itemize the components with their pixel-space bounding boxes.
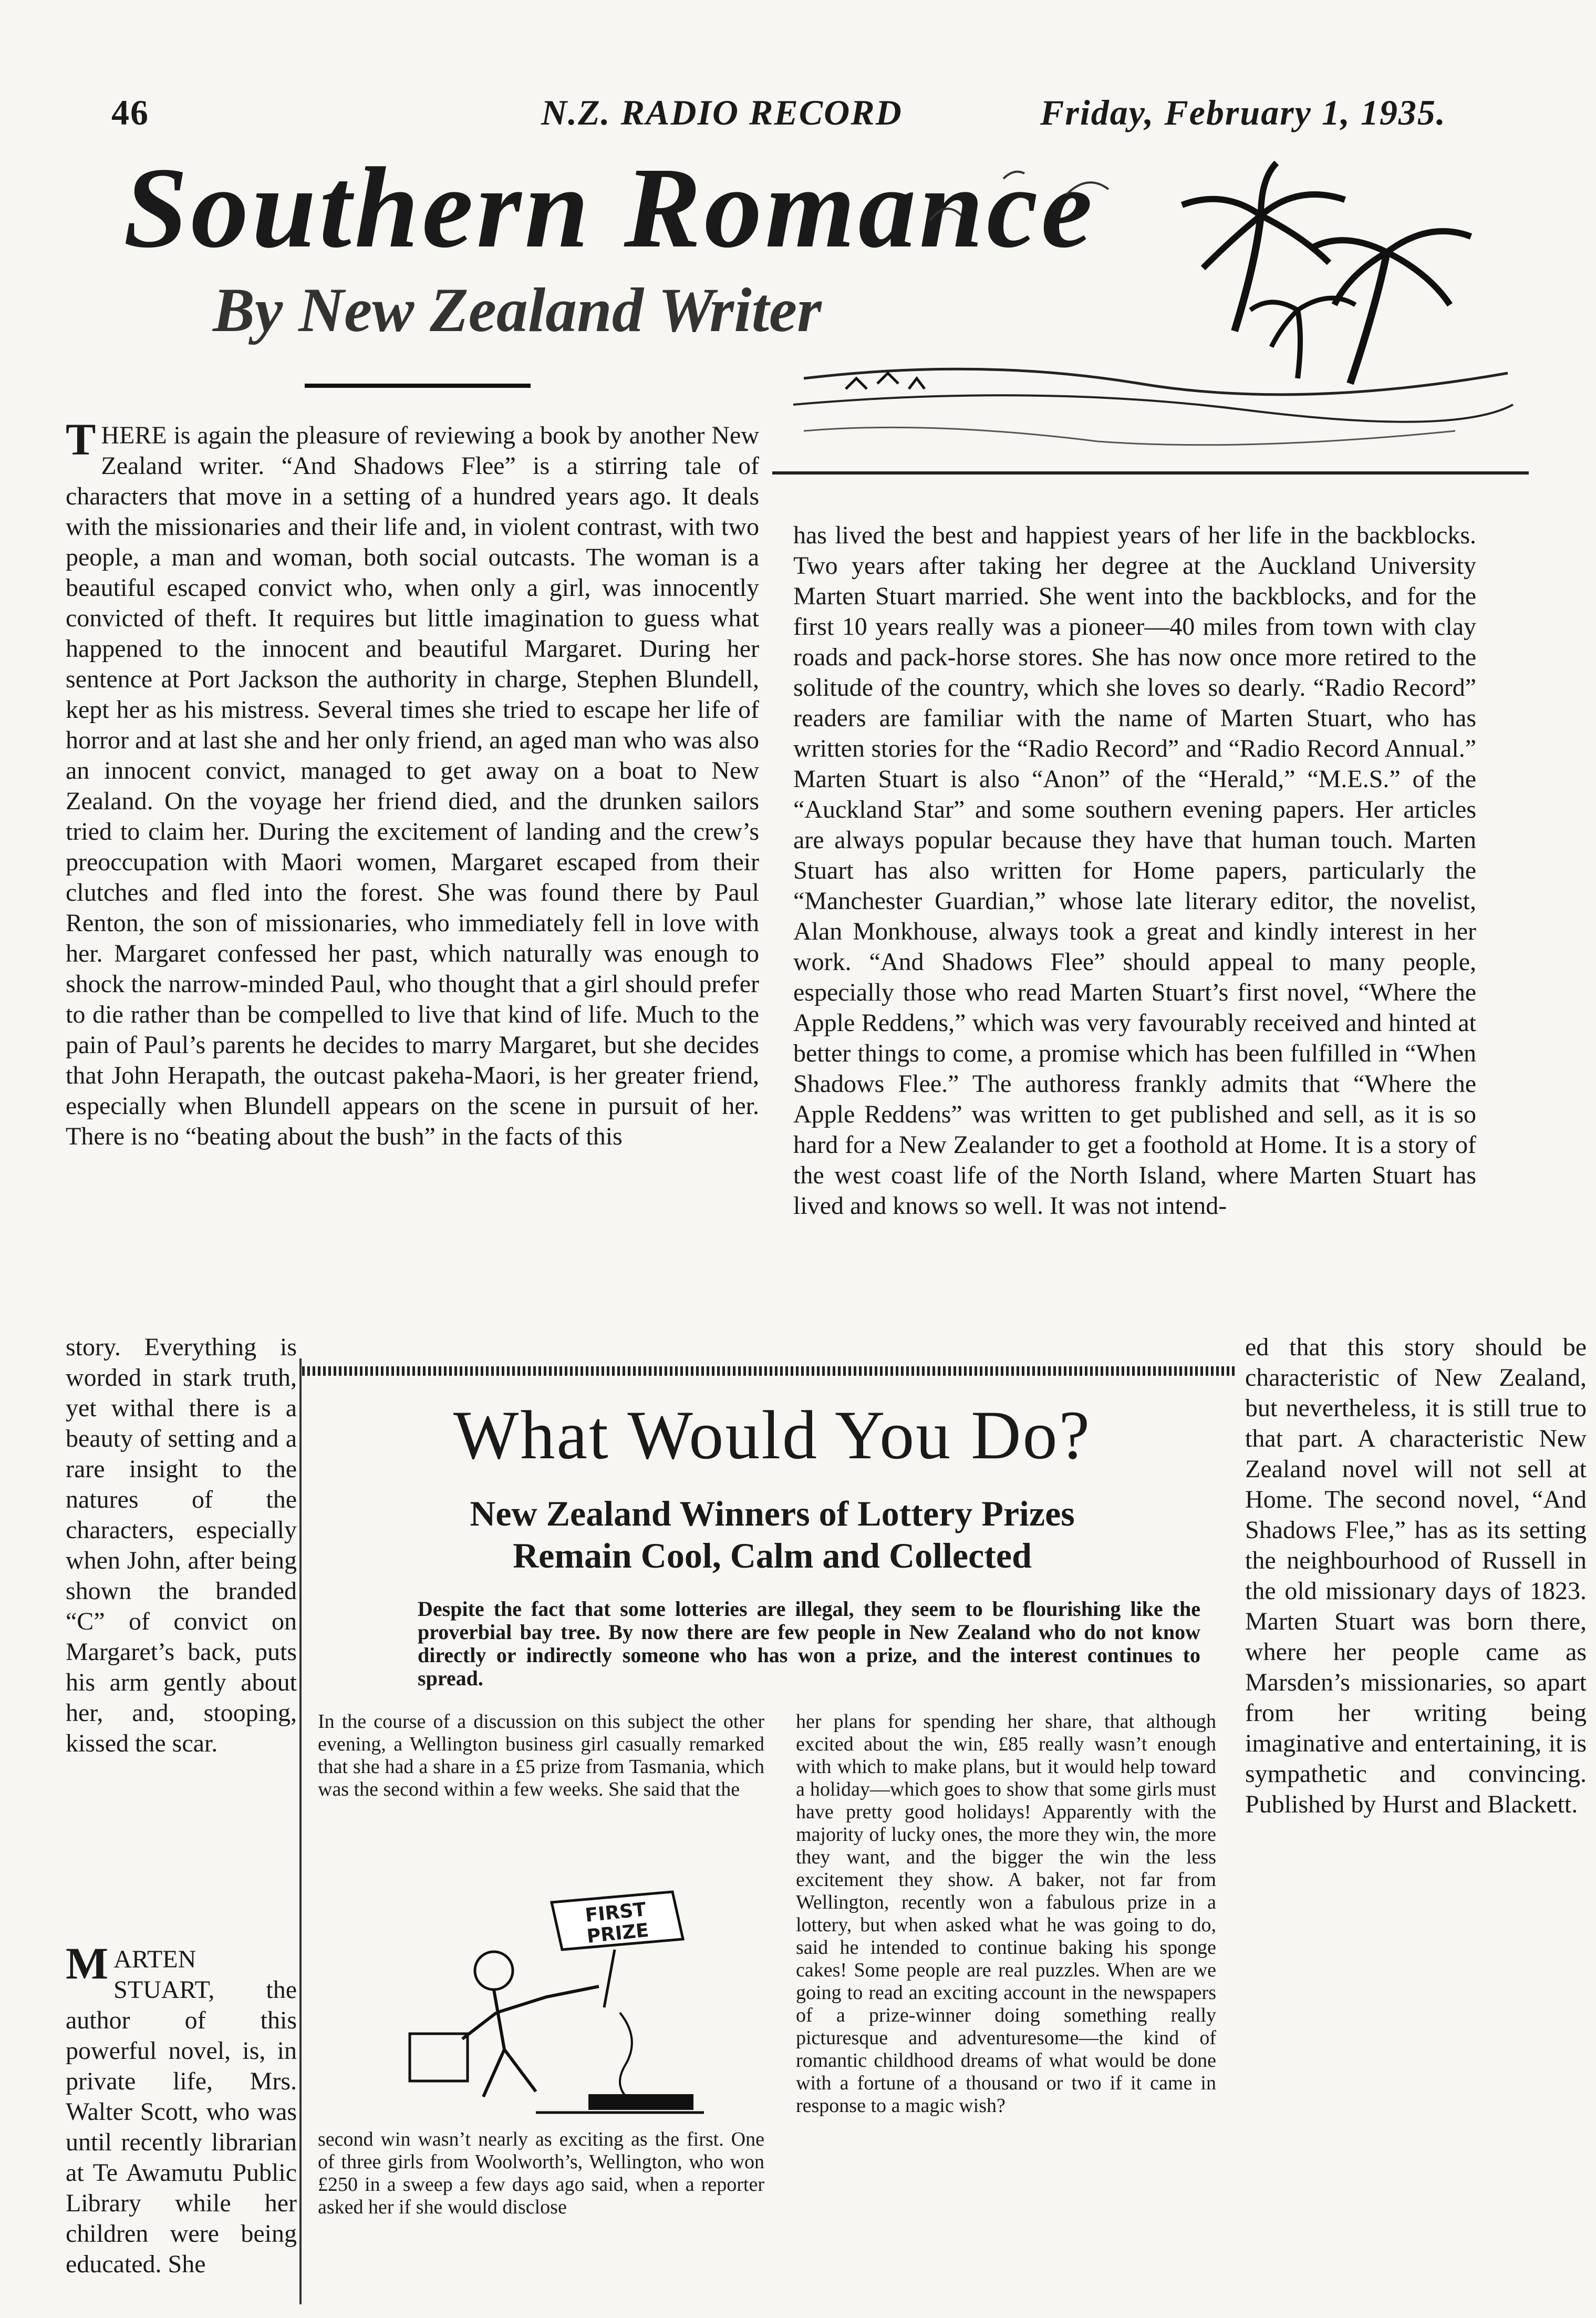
article-subtitle: By New Zealand Writer [213,275,822,345]
page-number: 46 [111,92,149,132]
lottery-column-1: In the course of a discussion on this subject the other evening, a Wellington business girl casually remarked that she had a share in a £5 prize from Tasmania, which was the second within a few weeks. She said that the [318,1711,764,1800]
author-bio-text: ARTEN STUART, the author of this powerful novel, is, in private life, Mrs. Walter Scott, who was until recently librarian at Te Awamutu Public Library while her children were being educated. She [66,1945,297,2278]
article-text-left: HERE is again the pleasure of reviewing a book by another New Zealand writer. “And Shadows Flee” is a stirring tale of characters that move in a setting of a hundred years ago. It deals with the missionaries and their life and, in violent contrast, with two people, a man and woman, both social outcasts. The woman is a beautiful escaped convict who, when only a girl, was innocently convicted of theft. It requires but little imagination to guess what happened to the innocent and beautiful Margaret. During her sentence at Port Jackson the authority in charge, Stephen Blundell, kept her as his mistress. Several times she tried to escape her life of horror and at last she and her only friend, an aged man who was also an innocent convict, managed to get away on a boat to New Zealand. On the voyage her friend died, and the drunken sailors tried to claim her. During the excitement of landing and the crew’s preoccupation with Maori women, Margaret escaped from their clutches and fled into the forest. She was found there by Paul Renton, the son of missionaries, who immediately fell in love with her. Margaret confessed her past, which naturally was enough to shock the narrow-minded Paul, who thought that a girl should prefer to die rather than be compelled to live that kind of life. Much to the pain of Paul’s parents he decides to marry Margaret, but she decides that John Herapath, the outcast pakeha-Maori, is her greater friend, especially when Blundell appears on the scene in pursuit of her. There is no “beating about the bush” in the facts of this [66,421,759,1150]
article-column-left [66,414,759,1152]
issue-date: Friday, February 1, 1935. [1040,92,1446,132]
box-dotted-rule [302,1366,1237,1376]
lottery-intro: Despite the fact that some lotteries are illegal, they seem to be flourishing like the proverbial bay tree. By now there are few people in New Zealand who do not know directly or indirectly someone who has won a prize, and the interest continues to spread. [418,1597,1200,1690]
article-title: Southern Romance [123,143,1096,272]
article-column-right: has lived the best and happiest years of her life in the backblocks. Two years after taking her degree at the Auckland University Marten Stuart married. She went into the backblocks, and for the first 10 years really was a pioneer—40 miles from town with clay roads and pack-horse stores. She has now once more retired to the solitude of the country, which she loves so dearly. “Radio Record” readers are familiar with the name of Marten Stuart, who has written stories for the “Radio Record” and “Radio Record Annual.” Marten Stuart is also “Anon” of the “Herald,” “M.E.S.” of the “Auckland Star” and some southern evening papers. Her articles are always popular because they have that human touch. Marten Stuart has also written for Home papers, particularly the “Manchester Guardian,” whose late literary editor, the novelist, Alan Monkhouse, always took a great and kindly interest in her work. “And Shadows Flee” should appeal to many people, especially those who read Marten Stuart’s first novel, “Where the Apple Reddens,” which was very favourably received and hinted at better things to come, a promise which has been fulfilled in “When Shadows Flee.” The authoress frankly admits that “Where the Apple Reddens” was written to get published and sell, as it is so hard for a New Zealander to get a foothold at Home. It is a story of the west coast life of the North Island, where Marten Stuart has lived and knows so well. It was not intend- [793,521,1476,1220]
subtitle-line-2: Remain Cool, Calm and Collected [513,1536,1032,1575]
title-rule [305,384,531,388]
lottery-column-2: her plans for spending her share, that although excited about the win, £85 really wasn’t enough with which to make plans, but it would help toward a holiday—which goes to show that some girls must have pretty good holidays! Apparently with the majority of lucky ones, the more they win, the more they want, and the bigger the win the less excitement they show. A baker, not far from Wellington, recently won a fabulous prize in a lottery, but when asked what he was going to do, said he intended to continue baking his sponge cakes! Some people are real puzzles. When are we going to read an exciting account in the newspapers of a prize-winner doing something really picturesque and adventuresome—the kind of romantic childhood dreams of what would be done with a fortune of a thousand or two if it came in response to a magic wish? [796,1711,1216,2117]
lottery-column-1-end: second win wasn’t nearly as exciting as the first. One of three girls from Woolworth’s, Wellington, who won £250 in a sweep a few days ago said, when a reporter asked her if she would disclose [318,2128,764,2218]
lottery-feature-title: What Would You Do? [453,1396,1092,1474]
subtitle-line-1: New Zealand Winners of Lottery Prizes [470,1493,1075,1533]
article-column-narrow-left: story. Everything is worded in stark truth, yet withal there is a beauty of setting and a rare insight to the natures of the characters, especially when John, after being shown the branded “C” of convict on Margaret’s back, puts his arm gently about her, and, stooping, kissed the scar. [66,1333,297,1757]
drop-cap-t: T [66,414,96,465]
drop-cap-m: M [66,1938,109,1989]
sign-line-2: PRIZE [586,1919,650,1948]
article-column-narrow-right: ed that this story should be characteristic of New Zealand, but nevertheless, it is still true to that part. A characteristic New Zealand novel will not sell at Home. The second novel, “And Shadows Flee,” has as its setting the neighbourhood of Russell in the old missionary days of 1823. Marten Stuart was born there, where her people came as Marsden’s missionaries, so apart from her writing being imaginative and entertaining, it is sympathetic and convincing. Published by Hurst and Blackett. [1245,1333,1587,1818]
palm-beach-illustration [772,158,1529,494]
author-bio-column [66,1938,297,2280]
lottery-feature-subtitle [305,1492,1240,1577]
publication-name: N.Z. RADIO RECORD [541,92,903,132]
sign-line-1: FIRST [584,1899,647,1927]
